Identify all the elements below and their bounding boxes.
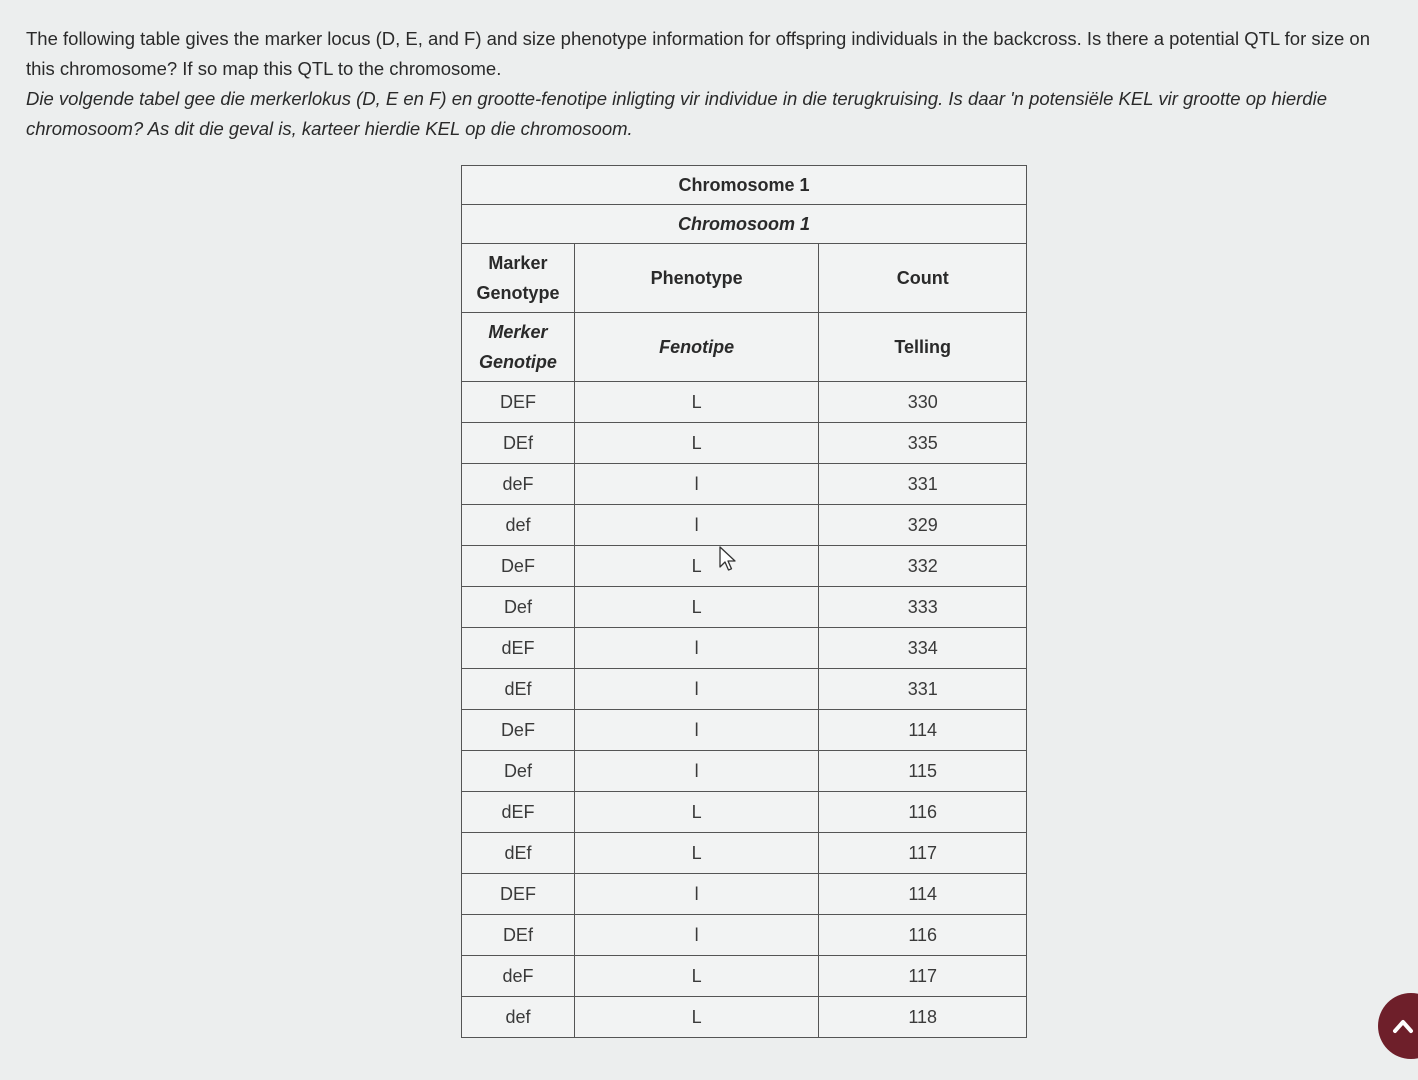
table-row bbox=[462, 874, 1027, 915]
table-title-row-afrikaans bbox=[462, 205, 1027, 244]
table-row bbox=[462, 997, 1027, 1038]
count-cell: 115 bbox=[819, 751, 1027, 792]
header-count: Count bbox=[819, 244, 1027, 313]
chevron-up-icon bbox=[1392, 1018, 1414, 1034]
table-row bbox=[462, 833, 1027, 874]
table-row bbox=[462, 915, 1027, 956]
count-cell: 118 bbox=[819, 997, 1027, 1038]
phenotype-cell: L bbox=[574, 997, 819, 1038]
genotype-cell: deF bbox=[462, 956, 575, 997]
question-text bbox=[26, 24, 1401, 144]
count-cell: 332 bbox=[819, 546, 1027, 587]
phenotype-cell: L bbox=[574, 956, 819, 997]
count-cell: 116 bbox=[819, 792, 1027, 833]
phenotype-cell: L bbox=[574, 546, 819, 587]
header-phenotype: Phenotype bbox=[574, 244, 819, 313]
table-row bbox=[462, 423, 1027, 464]
count-cell: 117 bbox=[819, 833, 1027, 874]
header-genotype-line1: Marker bbox=[488, 253, 548, 273]
table-row bbox=[462, 628, 1027, 669]
phenotype-cell: L bbox=[574, 792, 819, 833]
table-row bbox=[462, 710, 1027, 751]
phenotype-cell: l bbox=[574, 464, 819, 505]
table-row bbox=[462, 956, 1027, 997]
count-cell: 116 bbox=[819, 915, 1027, 956]
table-row bbox=[462, 382, 1027, 423]
phenotype-cell: l bbox=[574, 710, 819, 751]
phenotype-cell: l bbox=[574, 505, 819, 546]
phenotype-cell: l bbox=[574, 628, 819, 669]
count-cell: 334 bbox=[819, 628, 1027, 669]
genotype-cell: DeF bbox=[462, 710, 575, 751]
header-row-afrikaans bbox=[462, 313, 1027, 382]
genotype-cell: def bbox=[462, 997, 575, 1038]
header-genotipe-line2: Genotipe bbox=[478, 352, 557, 372]
table-row bbox=[462, 587, 1027, 628]
table-row bbox=[462, 464, 1027, 505]
genotype-cell: def bbox=[462, 505, 575, 546]
count-cell: 329 bbox=[819, 505, 1027, 546]
count-cell: 331 bbox=[819, 669, 1027, 710]
genotype-cell: DeF bbox=[462, 546, 575, 587]
question-afrikaans: Die volgende tabel gee die merkerlokus (D, E en F) en grootte-fenotipe inligting vir individue in die terugkruising. Is daar 'n potensiële KEL vir grootte op hierdie chromosoom? As dit die geval is, karteer hierdie KEL op die chromosoom. bbox=[26, 88, 1327, 139]
phenotype-cell: L bbox=[574, 423, 819, 464]
genotype-cell: DEF bbox=[462, 382, 575, 423]
header-genotipe bbox=[462, 313, 575, 382]
count-cell: 114 bbox=[819, 710, 1027, 751]
genotype-cell: deF bbox=[462, 464, 575, 505]
count-cell: 333 bbox=[819, 587, 1027, 628]
table-title-english: Chromosome 1 bbox=[462, 166, 1027, 205]
phenotype-cell: L bbox=[574, 382, 819, 423]
count-cell: 331 bbox=[819, 464, 1027, 505]
phenotype-cell: l bbox=[574, 669, 819, 710]
genotype-cell: Def bbox=[462, 587, 575, 628]
header-genotipe-line1: Merker bbox=[488, 322, 548, 342]
count-cell: 330 bbox=[819, 382, 1027, 423]
question-english: The following table gives the marker locus (D, E, and F) and size phenotype information for offspring individuals in the backcross. Is there a potential QTL for size on this chromosome? If so map this QTL to the chromosome. bbox=[26, 28, 1370, 79]
genotype-cell: dEf bbox=[462, 669, 575, 710]
genotype-cell: DEF bbox=[462, 874, 575, 915]
table-row bbox=[462, 505, 1027, 546]
count-cell: 335 bbox=[819, 423, 1027, 464]
phenotype-cell: l bbox=[574, 874, 819, 915]
marker-genotype-table bbox=[461, 165, 1027, 1038]
table-title-row bbox=[462, 166, 1027, 205]
genotype-cell: DEf bbox=[462, 423, 575, 464]
genotype-cell: Def bbox=[462, 751, 575, 792]
header-row-english bbox=[462, 244, 1027, 313]
phenotype-cell: L bbox=[574, 587, 819, 628]
count-cell: 114 bbox=[819, 874, 1027, 915]
table-row bbox=[462, 546, 1027, 587]
header-genotype-line2: Genotype bbox=[476, 283, 560, 303]
header-telling: Telling bbox=[819, 313, 1027, 382]
count-cell: 117 bbox=[819, 956, 1027, 997]
genotype-cell: dEf bbox=[462, 833, 575, 874]
table-row bbox=[462, 751, 1027, 792]
table-row bbox=[462, 792, 1027, 833]
table-row bbox=[462, 669, 1027, 710]
phenotype-cell: L bbox=[574, 833, 819, 874]
header-genotype bbox=[462, 244, 575, 313]
genotype-cell: dEF bbox=[462, 792, 575, 833]
genotype-cell: dEF bbox=[462, 628, 575, 669]
genotype-cell: DEf bbox=[462, 915, 575, 956]
phenotype-cell: l bbox=[574, 751, 819, 792]
phenotype-cell: l bbox=[574, 915, 819, 956]
table-title-afrikaans: Chromosoom 1 bbox=[462, 205, 1027, 244]
header-fenotipe: Fenotipe bbox=[574, 313, 819, 382]
scroll-to-top-button[interactable] bbox=[1378, 993, 1418, 1059]
mouse-pointer-icon bbox=[719, 546, 737, 572]
